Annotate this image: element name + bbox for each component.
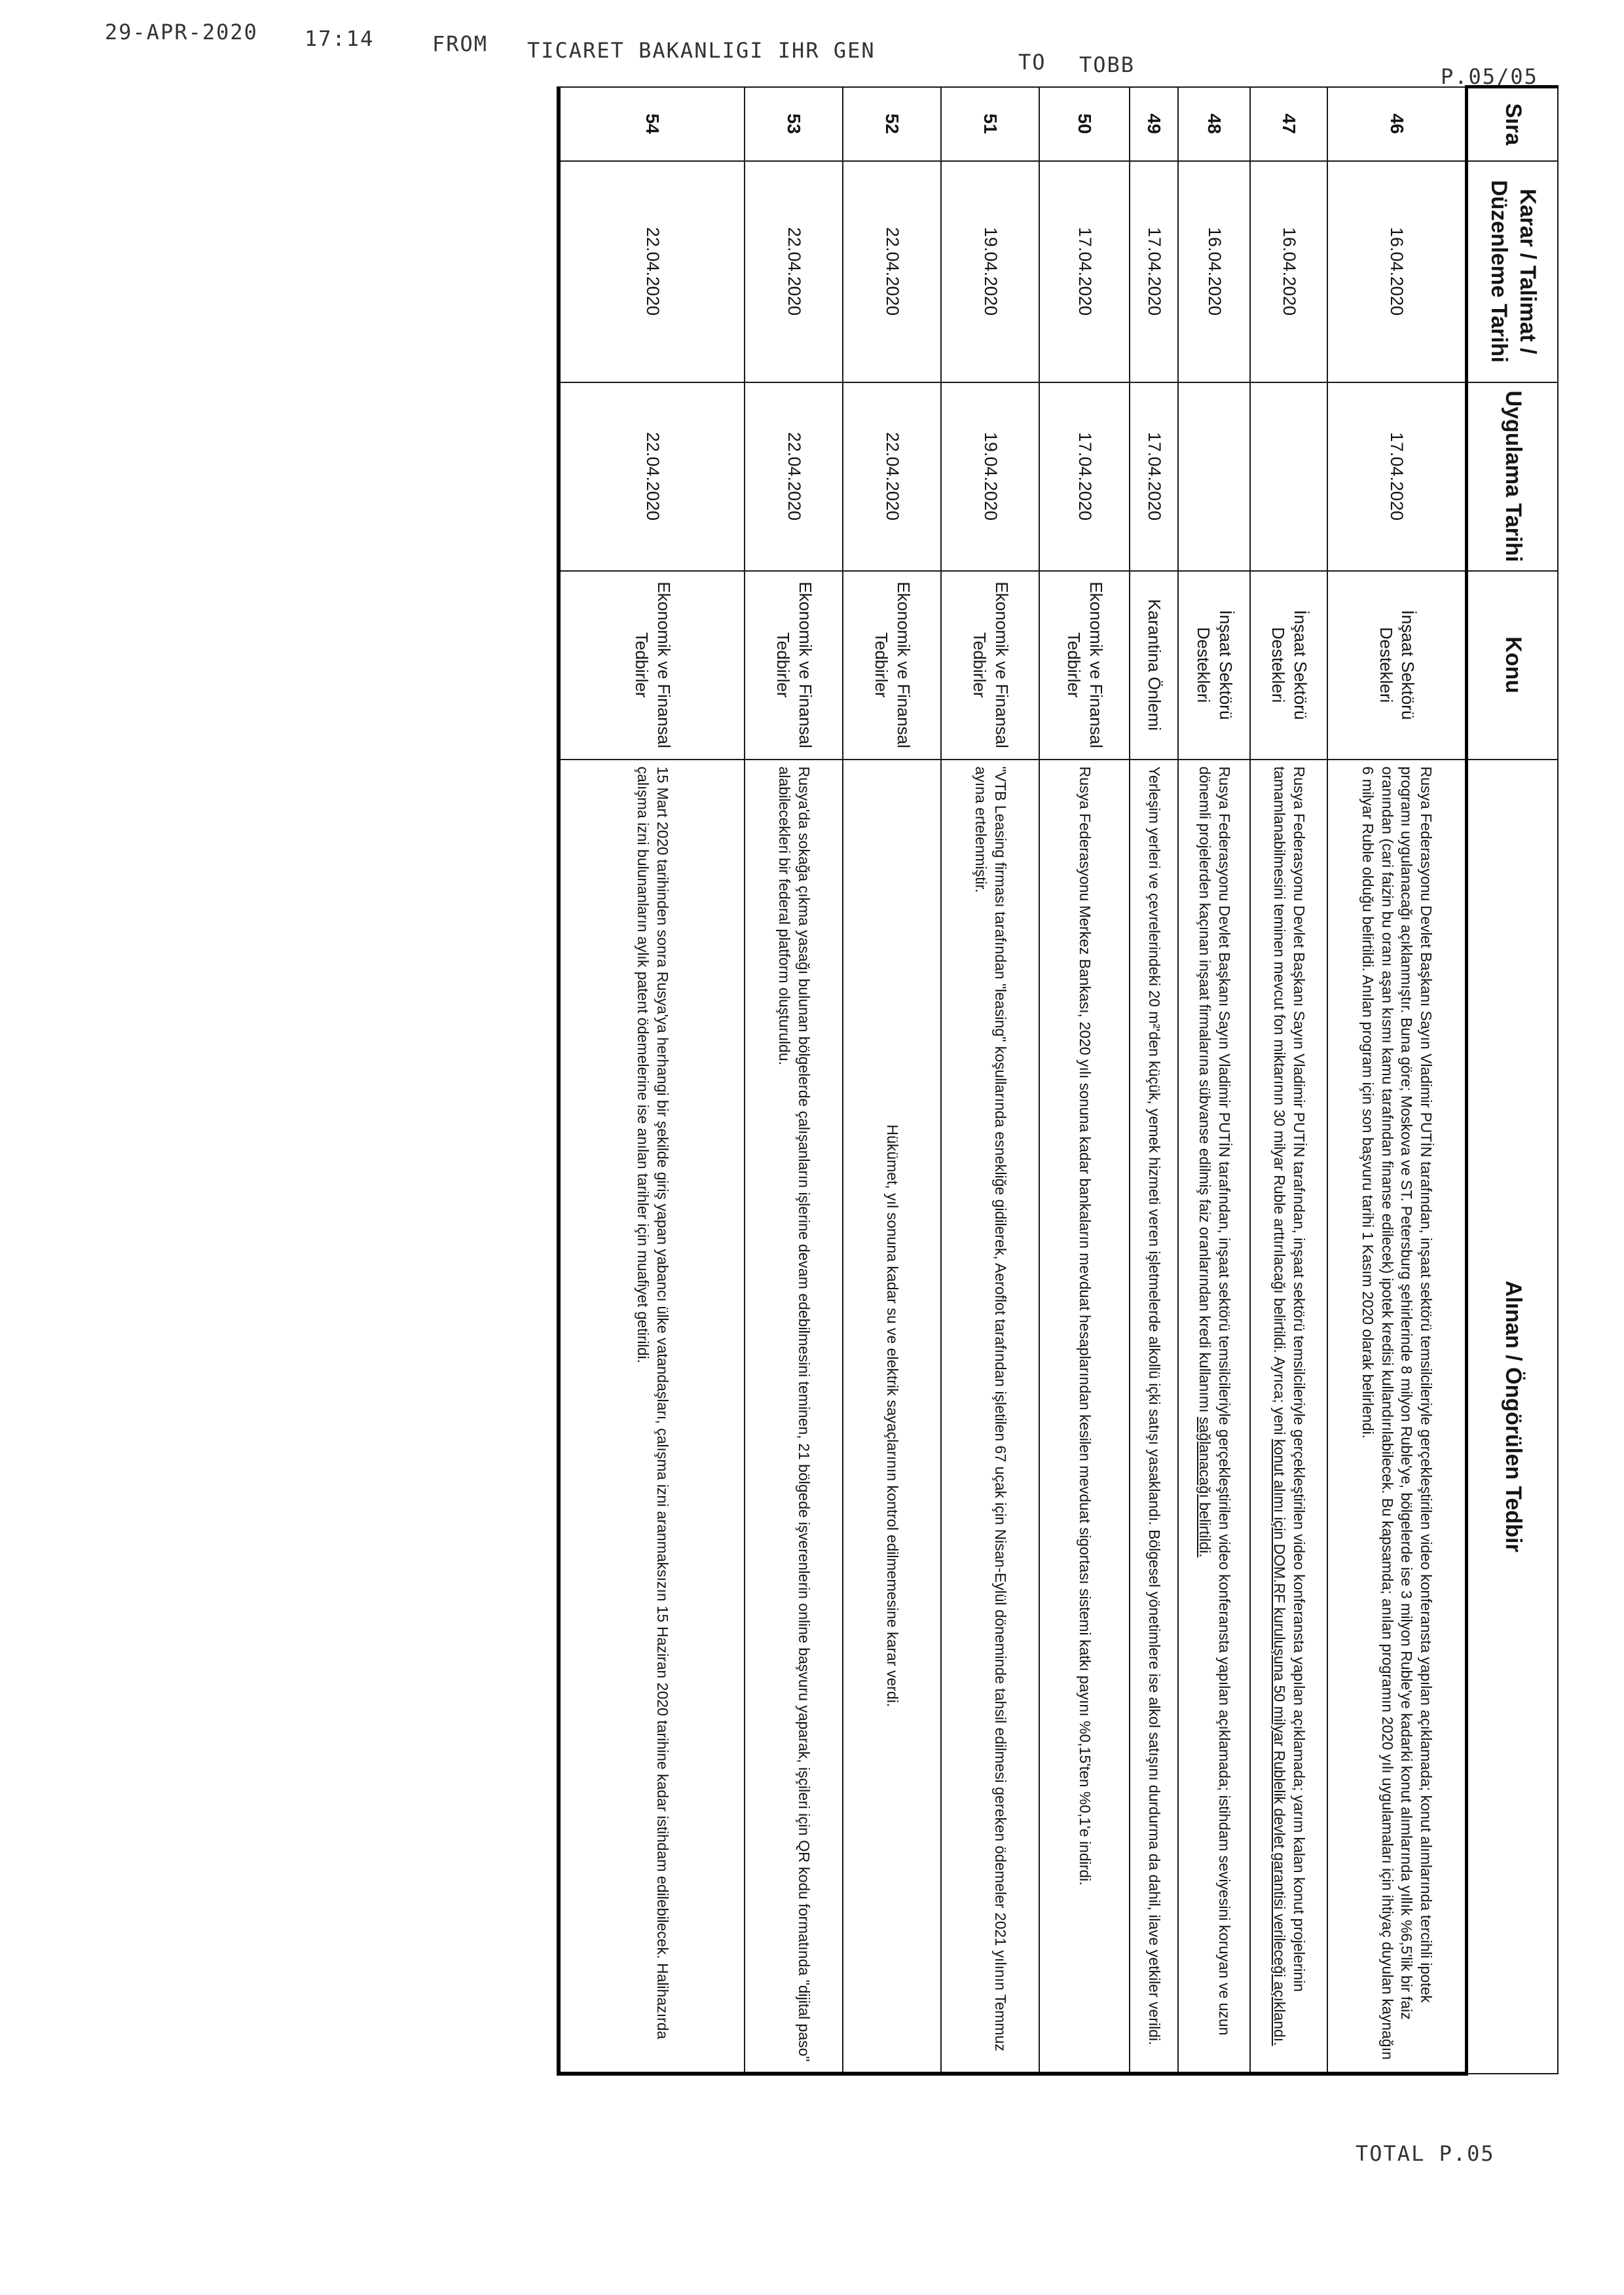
- decision-date: 19.04.2020: [942, 161, 1040, 382]
- topic: İnşaat Sektörü Destekleri: [1251, 571, 1328, 760]
- topic: Ekonomik ve Finansal Tedbirler: [559, 571, 745, 760]
- decision-date: 16.04.2020: [1328, 161, 1467, 382]
- measure-text: "VTB Leasing firması tarafından "leasing" koşullarında esnekliğe gidilerek, Aeroflot tarafından işletilen 67 uçak için Nisan-Eylül döneminde tahsil edilmesi gereken ödemeler 2021 yılının Temmuz ayına ertelenmiştir.: [942, 760, 1040, 2074]
- topic: Ekonomik ve Finansal Tedbirler: [942, 571, 1040, 760]
- measure-text: [1251, 760, 1328, 2074]
- table-row: [1251, 87, 1328, 2074]
- fax-date: 29-APR-2020: [105, 20, 258, 45]
- measure-text-plain: Rusya Federasyonu Devlet Başkanı Sayın Vladimir PUTİN tarafından, inşaat sektörü temsilcileriyle gerçekleştirilen video konferansta yapılan açıklamada; yarım kalan konut projelerinin tamamlanabilmesini teminen mevcut fon miktarının 30 milyar Ruble arttırılacağı belirtildi. Ayrıca; yeni: [1271, 766, 1308, 1992]
- table-row: [1130, 87, 1179, 2074]
- impl-date: 19.04.2020: [942, 382, 1040, 571]
- row-number: 51: [942, 87, 1040, 161]
- header-no: Sıra: [1467, 87, 1559, 161]
- measure-text: Hükümet, yıl sonuna kadar su ve elektrik sayaçlarının kontrol edilmemesine karar verdi.: [843, 760, 942, 2074]
- impl-date: 22.04.2020: [843, 382, 942, 571]
- table-row: [942, 87, 1040, 2074]
- impl-date: 17.04.2020: [1130, 382, 1179, 571]
- row-number: 50: [1040, 87, 1130, 161]
- header-impl-date: Uygulama Tarihi: [1467, 382, 1559, 571]
- fax-from-label: FROM: [432, 31, 489, 56]
- decision-date: 17.04.2020: [1130, 161, 1179, 382]
- decision-date: 16.04.2020: [1251, 161, 1328, 382]
- table-row: [559, 87, 745, 2074]
- fax-recipient: TOBB: [1079, 52, 1135, 77]
- row-number: 46: [1328, 87, 1467, 161]
- topic: Karantina Önlemi: [1130, 571, 1179, 760]
- topic: Ekonomik ve Finansal Tedbirler: [843, 571, 942, 760]
- measure-text: Yerleşim yerleri ve çevrelerindeki 20 m²'den küçük, yemek hizmeti veren işletmelerde alkollü içki satışı yasaklandı. Bölgesel yönetimlere ise alkol satışını durdurma da dahil, ilave yetkiler verildi.: [1130, 760, 1179, 2074]
- table-header-row: [1467, 87, 1559, 2074]
- measure-text: Rusya Federasyonu Merkez Bankası, 2020 yılı sonuna kadar bankaların mevduat hesaplarından kesilen mevduat sigortası sistemi katkı payını %0,15'ten %0,1'e indirdi.: [1040, 760, 1130, 2074]
- row-number: 52: [843, 87, 942, 161]
- row-number: 47: [1251, 87, 1328, 161]
- row-number: 54: [559, 87, 745, 161]
- table-row: [843, 87, 942, 2074]
- measure-text: [1179, 760, 1251, 2074]
- measures-table: [557, 85, 1559, 2076]
- decision-date: 16.04.2020: [1179, 161, 1251, 382]
- decision-date: 22.04.2020: [745, 161, 843, 382]
- measure-text-underlined: sağlanacağı belirtildi.: [1196, 1416, 1214, 1558]
- measure-text-underlined: konut alımı için DOM.RF kuruluşuna 50 milyar Rublelik devlet garantisi verileceği açıklandı.: [1271, 1439, 1289, 2046]
- measure-text: 15 Mart 2020 tarihinden sonra Rusya'ya herhangi bir şekilde giriş yapan yabancı ülke vatandaşları, çalışma izni aranmaksızın 15 Haziran 2020 tarihine kadar istihdam edilebilecek. Halihazırda çalışma izni bulunanların aylık patent ödemelerine ise anılan tarihler için muafiyet getirildi.: [559, 760, 745, 2074]
- fax-sender: TICARET BAKANLIGI IHR GEN: [527, 38, 876, 63]
- impl-date: 22.04.2020: [559, 382, 745, 571]
- row-number: 48: [1179, 87, 1251, 161]
- topic: İnşaat Sektörü Destekleri: [1328, 571, 1467, 760]
- topic: İnşaat Sektörü Destekleri: [1179, 571, 1251, 760]
- table-row: [745, 87, 843, 2074]
- impl-date: 17.04.2020: [1328, 382, 1467, 571]
- fax-total-pages: TOTAL P.05: [1356, 2141, 1495, 2166]
- measure-text: Rusya'da sokağa çıkma yasağı bulunan bölgelerde çalışanların işlerine devam edebilmesini teminen, 21 bölgede işverenlerin online başvuru yaparak, işçileri için QR kodu formatında "dijital paso" alabilecekleri bir federal platform oluşturuldu.: [745, 760, 843, 2074]
- row-number: 49: [1130, 87, 1179, 161]
- impl-date: [1251, 382, 1328, 571]
- measure-text: Rusya Federasyonu Devlet Başkanı Sayın Vladimir PUTİN tarafından, inşaat sektörü temsilcileriyle gerçekleştirilen video konferansta yapılan açıklamada; konut alımlarında tercihli ipotek programı uygulanacağı açıklanmıştır. Buna göre; Moskova ve ST. Petersburg şehirlerinde 8 milyon Ruble'ye, bölgelerde ise 3 milyon Ruble'ye kadarki konut alımlarında yıllık %6,5'lik bir faiz oranından (cari faizin bu oranı aşan kısmı kamu tarafından finanse edilecek) ipotek kredisi kullandırılabilecek. Bu kapsamda; anılan programın 2020 yılı uygulamaları için ihtiyaç duyulan kaynağın 6 milyar Ruble olduğu belirtildi. Anılan program için son başvuru tarihi 1 Kasım 2020 olarak belirlendi.: [1328, 760, 1467, 2074]
- header-topic: Konu: [1467, 571, 1559, 760]
- topic: Ekonomik ve Finansal Tedbirler: [1040, 571, 1130, 760]
- table-row: [1328, 87, 1467, 2074]
- impl-date: [1179, 382, 1251, 571]
- header-decision-date: Karar / Talimat / Düzenleme Tarihi: [1467, 161, 1559, 382]
- table-row: [1179, 87, 1251, 2074]
- topic: Ekonomik ve Finansal Tedbirler: [745, 571, 843, 760]
- header-measure: Alınan / Öngörülen Tedbir: [1467, 760, 1559, 2074]
- decision-date: 22.04.2020: [559, 161, 745, 382]
- measure-text-plain: Rusya Federasyonu Devlet Başkanı Sayın Vladimir PUTİN tarafından, inşaat sektörü temsilcileriyle gerçekleştirilen video konferansta yapılan açıklamada; istihdam seviyesini koruyan ve uzun dönemli projelerden kaçınan inşaat firmalarına sübvanse edilmiş faiz oranlarından kredi kullanımı: [1196, 766, 1233, 2036]
- rotated-measures-table: [557, 85, 1559, 2076]
- decision-date: 17.04.2020: [1040, 161, 1130, 382]
- fax-time: 17:14: [304, 26, 375, 51]
- table-row: [1040, 87, 1130, 2074]
- decision-date: 22.04.2020: [843, 161, 942, 382]
- fax-page-number: P.05/05: [1441, 64, 1538, 89]
- row-number: 53: [745, 87, 843, 161]
- impl-date: 17.04.2020: [1040, 382, 1130, 571]
- impl-date: 22.04.2020: [745, 382, 843, 571]
- fax-to-label: TO: [1018, 50, 1046, 75]
